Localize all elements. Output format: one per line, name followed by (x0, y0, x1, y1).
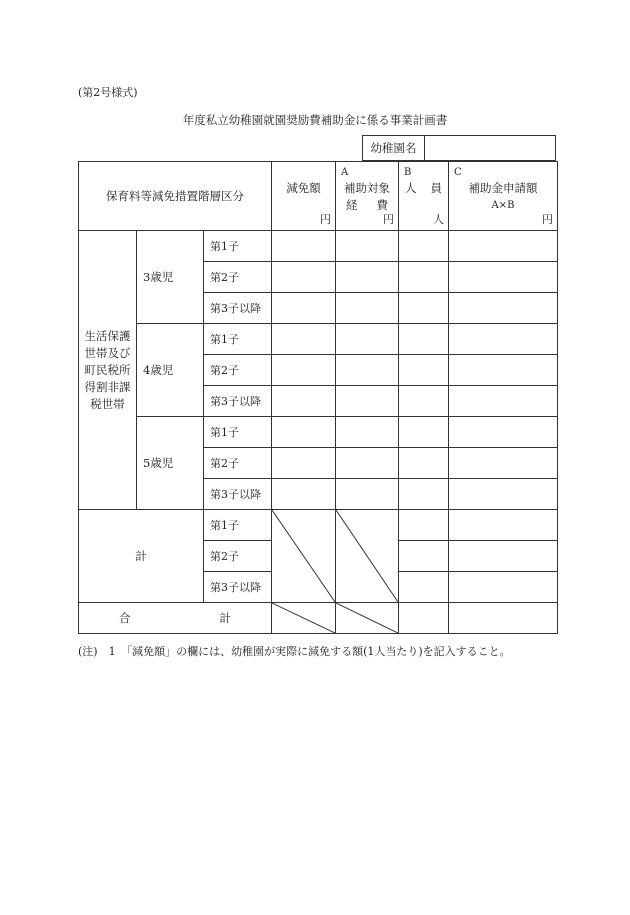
input-cell[interactable] (449, 355, 558, 386)
reduction-header (272, 162, 336, 231)
input-cell[interactable] (336, 479, 399, 510)
input-cell[interactable] (449, 541, 558, 572)
input-cell[interactable] (399, 386, 449, 417)
plan-table-wrapper (78, 161, 558, 634)
subtotal-label: 計 (79, 510, 204, 603)
table-row (79, 231, 558, 262)
input-cell[interactable] (336, 355, 399, 386)
input-cell[interactable] (399, 448, 449, 479)
form-number: (第2号様式) (78, 86, 138, 99)
category-header: 保育料等減免措置階層区分 (79, 162, 272, 231)
input-cell[interactable] (399, 479, 449, 510)
table-row (79, 417, 558, 448)
input-cell[interactable] (399, 231, 449, 262)
input-cell[interactable] (336, 231, 399, 262)
col-a-unit: 円 (383, 213, 395, 226)
input-cell[interactable] (449, 510, 558, 541)
footnote: (注) 1 「減免額」の欄には、幼稚園が実際に減免する額(1人当たり)を記入すること。 (78, 645, 511, 658)
input-cell[interactable] (399, 262, 449, 293)
plan-table (78, 161, 558, 634)
kindergarten-name-field[interactable] (425, 136, 555, 160)
input-cell[interactable] (449, 417, 558, 448)
col-b-label-a: 人 (405, 181, 417, 195)
input-cell[interactable] (399, 541, 449, 572)
subtotal-reduction-blank (272, 510, 336, 603)
input-cell[interactable] (336, 386, 399, 417)
age-4: 4歳児 (137, 324, 204, 417)
total-label-a: 合 (119, 611, 131, 625)
input-cell[interactable] (399, 572, 449, 603)
col-c-letter: C (454, 167, 462, 178)
input-cell[interactable] (449, 262, 558, 293)
input-cell[interactable] (272, 324, 336, 355)
child-2: 第2子 (204, 355, 272, 386)
input-cell[interactable] (449, 479, 558, 510)
total-label-b: 計 (219, 611, 232, 625)
table-row (79, 324, 558, 355)
total-reduction-blank (272, 603, 336, 634)
input-cell[interactable] (272, 262, 336, 293)
input-cell[interactable] (399, 603, 449, 634)
input-cell[interactable] (336, 324, 399, 355)
input-cell[interactable] (399, 510, 449, 541)
subsidy-cost-header (336, 162, 399, 231)
col-c-unit: 円 (542, 213, 554, 226)
child-1: 第1子 (204, 417, 272, 448)
col-b-unit: 人 (433, 213, 445, 226)
total-cost-blank (336, 603, 399, 634)
input-cell[interactable] (272, 293, 336, 324)
age-3: 3歳児 (137, 231, 204, 324)
child-3plus: 第3子以降 (204, 293, 272, 324)
col-a-letter: A (341, 167, 349, 178)
col-a-label-2a: 経 (346, 198, 358, 212)
child-1: 第1子 (204, 510, 272, 541)
kindergarten-name-label: 幼稚園名 (363, 136, 425, 160)
child-3plus: 第3子以降 (204, 386, 272, 417)
subtotal-row (79, 510, 558, 541)
input-cell[interactable] (336, 448, 399, 479)
input-cell[interactable] (272, 386, 336, 417)
reduction-unit: 円 (320, 213, 332, 226)
input-cell[interactable] (272, 231, 336, 262)
input-cell[interactable] (272, 417, 336, 448)
input-cell[interactable] (272, 355, 336, 386)
kindergarten-name-box (362, 135, 556, 161)
input-cell[interactable] (272, 479, 336, 510)
input-cell[interactable] (449, 231, 558, 262)
input-cell[interactable] (336, 417, 399, 448)
child-1: 第1子 (204, 231, 272, 262)
input-cell[interactable] (336, 262, 399, 293)
age-5: 5歳児 (137, 417, 204, 510)
col-a-label: 補助対象 (344, 181, 391, 195)
input-cell[interactable] (399, 293, 449, 324)
input-cell[interactable] (449, 324, 558, 355)
col-c-formula: A×B (491, 200, 515, 211)
child-3plus: 第3子以降 (204, 479, 272, 510)
total-row (79, 603, 558, 634)
col-b-label-b: 員 (430, 181, 443, 195)
headcount-header (399, 162, 449, 231)
col-a-label-2b: 費 (376, 198, 389, 212)
reduction-label: 減免額 (286, 181, 321, 195)
subtotal-cost-blank (336, 510, 399, 603)
input-cell[interactable] (449, 386, 558, 417)
input-cell[interactable] (399, 417, 449, 448)
input-cell[interactable] (449, 448, 558, 479)
child-1: 第1子 (204, 324, 272, 355)
child-2: 第2子 (204, 448, 272, 479)
input-cell[interactable] (399, 324, 449, 355)
input-cell[interactable] (449, 572, 558, 603)
document-title: 年度私立幼稚園就園奨励費補助金に係る事業計画書 (182, 113, 448, 127)
input-cell[interactable] (449, 603, 558, 634)
input-cell[interactable] (272, 448, 336, 479)
header-row (79, 162, 558, 231)
child-2: 第2子 (204, 262, 272, 293)
child-3plus: 第3子以降 (204, 572, 272, 603)
col-b-letter: B (404, 167, 412, 178)
total-label (79, 603, 272, 634)
child-2: 第2子 (204, 541, 272, 572)
group-label: 生活保護 世帯及び 町民税所 得割非課 税世帯 (79, 231, 137, 510)
col-c-label: 補助金申請額 (468, 181, 538, 195)
application-amount-header (449, 162, 558, 231)
input-cell[interactable] (449, 293, 558, 324)
input-cell[interactable] (336, 293, 399, 324)
input-cell[interactable] (399, 355, 449, 386)
